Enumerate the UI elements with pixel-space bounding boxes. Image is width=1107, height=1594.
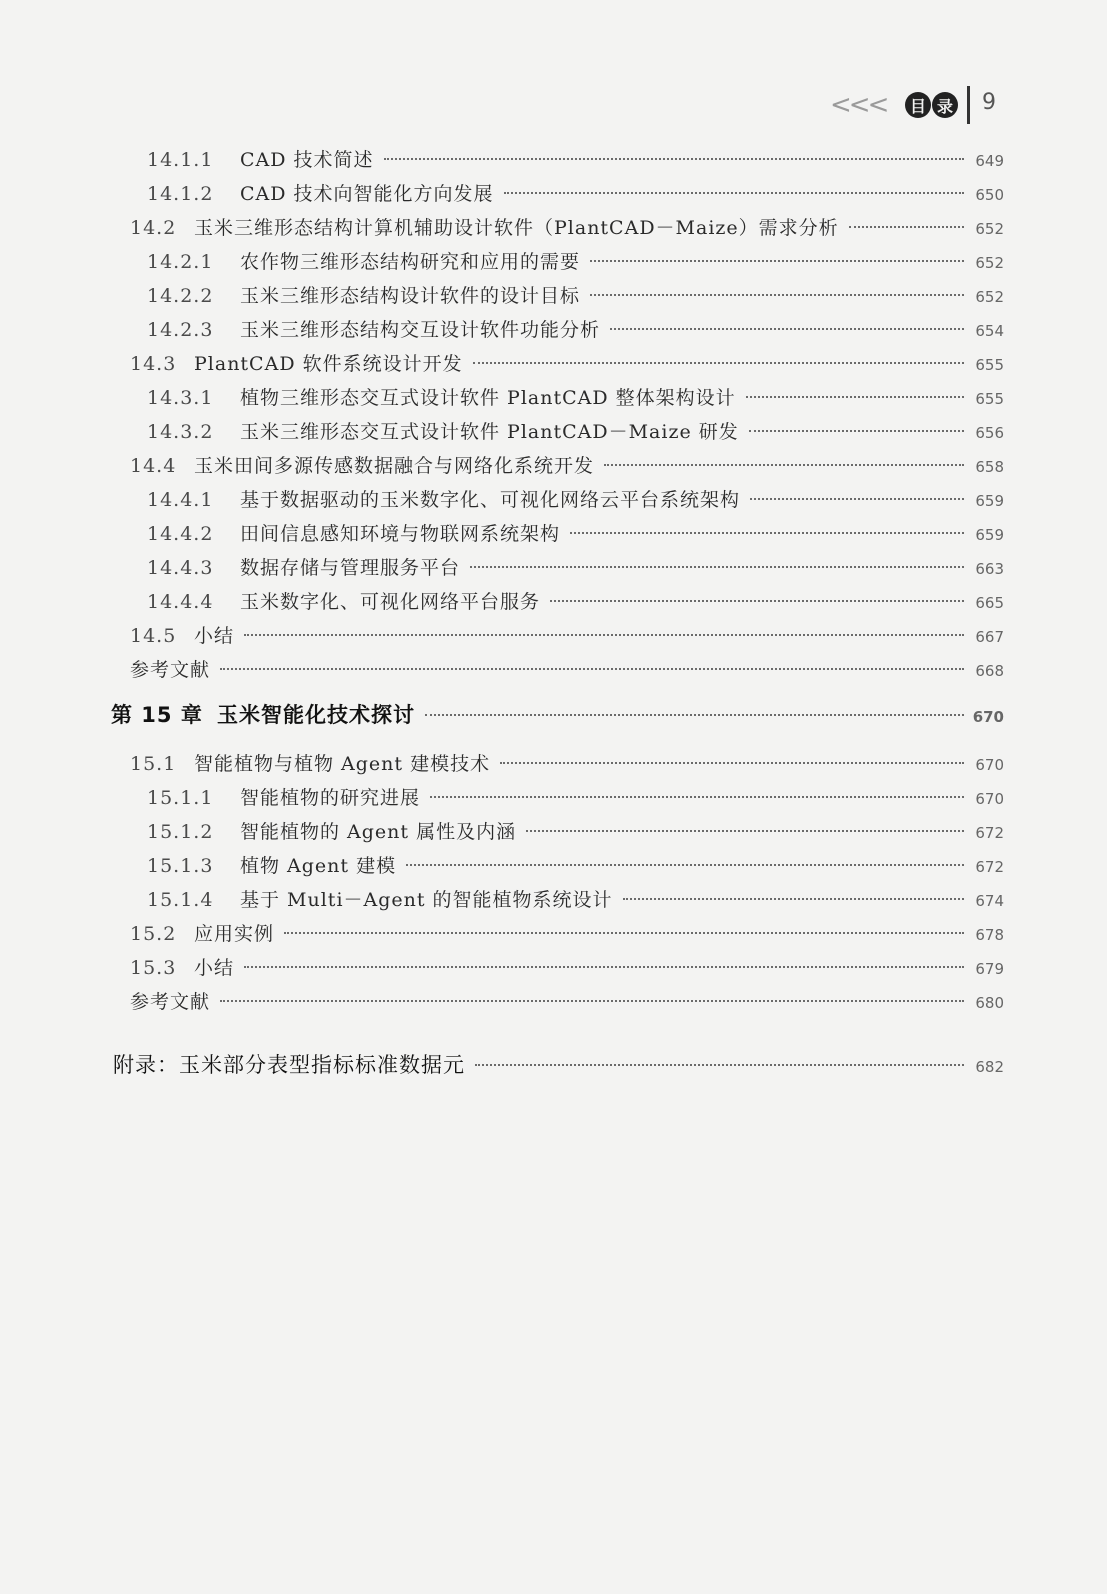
toc-entry[interactable] [130,349,1004,379]
toc-entry-number: 14.3 [130,353,177,375]
toc-entry-page: 672 [975,858,1004,876]
toc-entry-title: CAD 技术简述 [240,149,374,171]
toc-entry-page: 663 [975,560,1004,578]
toc-entry-title: 小结 [194,625,235,647]
toc-entry-title: 参考文献 [130,991,211,1013]
toc-entry-title: 田间信息感知环境与物联网系统架构 [240,523,561,545]
dot-leader [604,464,964,466]
toc-entry[interactable] [130,749,1004,779]
dot-leader [849,226,964,228]
toc-entry-title: 植物三维形态交互式设计软件 PlantCAD 整体架构设计 [240,387,736,409]
dot-leader [425,714,964,716]
toc-entry-title: 植物 Agent 建模 [240,855,397,877]
toc-entry[interactable] [147,587,1004,617]
toc-entry-number: 15.1.1 [147,787,214,809]
toc-entry-page: 670 [975,756,1004,774]
toc-entry-number: 15.1.4 [147,889,214,911]
toc-entry-title: 玉米三维形态结构计算机辅助设计软件（PlantCAD－Maize）需求分析 [194,217,839,239]
toc-entry-title: 基于数据驱动的玉米数字化、可视化网络云平台系统架构 [240,489,741,511]
toc-entry[interactable] [147,179,1004,209]
running-header [830,86,1030,126]
toc-entry-number: 14.4.2 [147,523,214,545]
dot-leader [244,966,964,968]
dot-leader [475,1064,964,1066]
arrows-icon: <<< [830,90,887,120]
toc-entry-page: 670 [975,790,1004,808]
toc-entry-page: 656 [975,424,1004,442]
toc-entry[interactable] [147,817,1004,847]
dot-leader [750,498,964,500]
toc-chapter[interactable] [111,700,1004,730]
toc-entry[interactable] [130,953,1004,983]
toc-entry[interactable] [147,553,1004,583]
toc-entry-number: 14.3.1 [147,387,214,409]
toc-appendix[interactable] [113,1050,1004,1080]
toc-entry[interactable] [147,485,1004,515]
toc-entry-number: 15.1 [130,753,177,775]
dot-leader [284,932,964,934]
dot-leader [220,668,964,670]
dot-leader [473,362,964,364]
toc-entry-number: 14.1.1 [147,149,214,171]
toc-entry-number: 14.1.2 [147,183,214,205]
toc-entry-title: 基于 Multi－Agent 的智能植物系统设计 [240,889,613,911]
page-number: 9 [982,90,996,115]
toc-entry-title: 智能植物的 Agent 属性及内涵 [240,821,517,843]
toc-entry-number: 15.1.3 [147,855,214,877]
toc-entry[interactable] [147,145,1004,175]
toc-entry-number: 15.1.2 [147,821,214,843]
toc-entry[interactable] [130,451,1004,481]
toc-entry[interactable] [147,519,1004,549]
dot-leader [500,762,964,764]
toc-entry-number: 14.2 [130,217,177,239]
toc-entry[interactable] [147,247,1004,277]
toc-entry-title: 玉米三维形态结构交互设计软件功能分析 [240,319,601,341]
toc-entry[interactable] [130,919,1004,949]
dot-leader [610,328,964,330]
dot-leader [526,830,964,832]
toc-entry-title: 小结 [194,957,235,979]
toc-entry-page: 668 [975,662,1004,680]
toc-entry-title: 智能植物的研究进展 [240,787,421,809]
toc-entry-page: 659 [975,492,1004,510]
dot-leader [749,430,964,432]
dot-leader [406,864,964,866]
toc-entry-title: 玉米数字化、可视化网络平台服务 [240,591,541,613]
toc-entry-page: 652 [975,220,1004,238]
toc-entry-number: 15.2 [130,923,177,945]
toc-entry-number: 14.2.3 [147,319,214,341]
dot-leader [590,260,964,262]
toc-entry-page: 658 [975,458,1004,476]
toc-entry-page: 652 [975,288,1004,306]
toc-entry[interactable] [130,987,1004,1017]
toc-entry-page: 650 [975,186,1004,204]
dot-leader [220,1000,964,1002]
toc-entry-title: 玉米田间多源传感数据融合与网络化系统开发 [194,455,595,477]
dot-leader [384,158,964,160]
toc-entry-page: 655 [975,390,1004,408]
dot-leader [244,634,964,636]
toc-entry[interactable] [147,281,1004,311]
toc-entry-page: 680 [975,994,1004,1012]
dot-leader [550,600,964,602]
toc-entry-page: 649 [975,152,1004,170]
toc-entry[interactable] [147,383,1004,413]
toc-entry-page: 659 [975,526,1004,544]
toc-entry-number: 14.2.2 [147,285,214,307]
dot-leader [746,396,964,398]
dot-leader [570,532,964,534]
toc-entry-number: 14.4 [130,455,177,477]
toc-entry-title: 智能植物与植物 Agent 建模技术 [194,753,491,775]
toc-entry-page: 667 [975,628,1004,646]
toc-entry[interactable] [147,783,1004,813]
toc-entry-number: 14.2.1 [147,251,214,273]
toc-entry[interactable] [147,417,1004,447]
toc-entry-title: 玉米三维形态交互式设计软件 PlantCAD－Maize 研发 [240,421,739,443]
toc-entry-page: 679 [975,960,1004,978]
toc-entry-page: 652 [975,254,1004,272]
toc-entry[interactable] [130,655,1004,685]
toc-entry-page: 670 [972,708,1004,726]
section-badge [905,92,958,118]
toc-entry-number: 14.4.3 [147,557,214,579]
toc-entry-number: 14.4.1 [147,489,214,511]
header-divider [967,86,970,124]
toc-entry-title: 附录：玉米部分表型指标标准数据元 [113,1053,465,1077]
toc-entry-number: 第 15 章 [111,703,203,727]
toc-entry[interactable] [130,621,1004,651]
toc-entry-number: 14.4.4 [147,591,214,613]
dot-leader [430,796,964,798]
toc-entry-page: 672 [975,824,1004,842]
toc-entry-page: 678 [975,926,1004,944]
dot-leader [470,566,964,568]
toc-entry-title: PlantCAD 软件系统设计开发 [194,353,463,375]
toc-entry-title: 参考文献 [130,659,211,681]
toc-entry-title: CAD 技术向智能化方向发展 [240,183,494,205]
toc-entry-title: 农作物三维形态结构研究和应用的需要 [240,251,581,273]
toc-entry-page: 655 [975,356,1004,374]
toc-entry-page: 682 [975,1058,1004,1076]
toc-entry-number: 14.3.2 [147,421,214,443]
dot-leader [590,294,964,296]
badge-char: 目 [905,92,931,118]
toc-entry-title: 应用实例 [194,923,275,945]
toc-entry[interactable] [147,851,1004,881]
toc-entry-title: 数据存储与管理服务平台 [240,557,461,579]
dot-leader [623,898,964,900]
toc-entry-title: 玉米三维形态结构设计软件的设计目标 [240,285,581,307]
toc-entry-number: 14.5 [130,625,177,647]
toc-entry[interactable] [130,213,1004,243]
dot-leader [504,192,964,194]
toc-entry-page: 654 [975,322,1004,340]
badge-char: 录 [932,92,958,118]
toc-entry-number: 15.3 [130,957,177,979]
toc-entry-page: 665 [975,594,1004,612]
toc-entry[interactable] [147,315,1004,345]
toc-entry-page: 674 [975,892,1004,910]
toc-entry[interactable] [147,885,1004,915]
toc-entry-title: 玉米智能化技术探讨 [217,703,415,727]
